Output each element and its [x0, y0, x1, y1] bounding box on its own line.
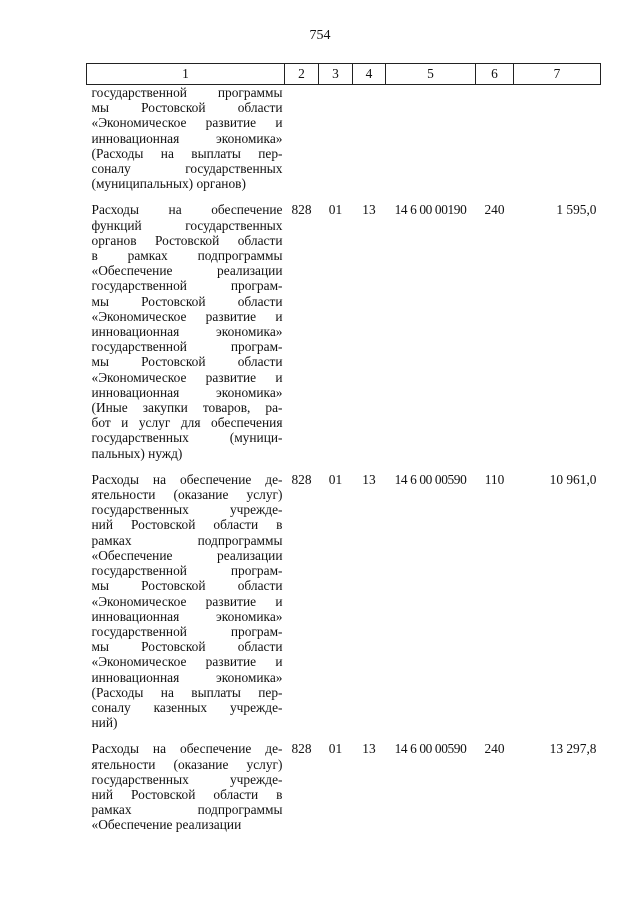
description-line: «Экономическое развитие и	[91, 654, 283, 670]
description-line: мы Ростовской области	[91, 293, 283, 309]
target-article-code	[386, 85, 476, 192]
description-line: «Экономическое развитие и	[91, 593, 283, 609]
description-line: государственных учрежде-	[91, 771, 283, 787]
target-article-code: 14 6 00 00590	[394, 741, 467, 757]
description-line: государственной программы	[91, 85, 283, 100]
description-line: «Экономическое развитие и	[91, 369, 283, 385]
section-code: 01	[328, 202, 343, 218]
description-line: инновационная экономика»	[91, 384, 283, 400]
ministry-code	[285, 85, 319, 192]
row-gap-cell	[87, 191, 601, 202]
row-gap-cell	[87, 730, 601, 741]
amount: 10 961,0	[549, 471, 597, 487]
description-line: государственной програм-	[91, 339, 283, 355]
header-col-2: 2	[285, 64, 319, 85]
description-line: инновационная экономика»	[91, 130, 283, 146]
expense-description	[87, 741, 285, 832]
description-line: ятельности (оказание услуг)	[91, 756, 283, 772]
header-col-1: 1	[87, 64, 285, 85]
description-line: пальных) нужд)	[91, 445, 183, 461]
description-line: мы Ростовской области	[91, 100, 283, 116]
expense-description	[87, 202, 285, 460]
description-line: «Экономическое развитие и	[91, 308, 283, 324]
page-number: 754	[309, 28, 331, 43]
description-line: государственной програм-	[91, 278, 283, 294]
row-gap-cell	[87, 461, 601, 472]
description-line: государственной програм-	[91, 623, 283, 639]
description-line: в рамках подпрограммы	[91, 248, 283, 264]
amount: 13 297,8	[549, 741, 597, 757]
ministry-code: 828	[291, 202, 312, 218]
description-line: ний Ростовской области в	[91, 517, 283, 533]
header-col-4: 4	[353, 64, 386, 85]
description-line: «Экономическое развитие и	[91, 115, 283, 131]
header-col-7: 7	[514, 64, 601, 85]
description-line: «Обеспечение реализации	[91, 817, 242, 833]
description-line: мы Ростовской области	[91, 354, 283, 370]
description-line: (Расходы на выплаты пер-	[91, 684, 283, 700]
subsection-code: 13	[362, 471, 376, 487]
description-line: (муниципальных) органов)	[91, 176, 246, 192]
expense-type-code	[476, 85, 514, 192]
description-line: ятельности (оказание услуг)	[91, 487, 283, 503]
expense-description	[87, 85, 285, 192]
ministry-code: 828	[291, 741, 312, 757]
section-code	[319, 85, 353, 192]
amount	[514, 85, 601, 192]
description-line: бот и услуг для обеспечения	[91, 415, 283, 431]
expense-type-code: 240	[484, 741, 505, 757]
description-line: инновационная экономика»	[91, 608, 283, 624]
description-line: соналу государственных	[91, 161, 283, 177]
description-line: (Иные закупки товаров, ра-	[91, 400, 283, 416]
description-line: соналу казенных учрежде-	[91, 699, 283, 715]
table-row	[87, 741, 601, 832]
row-gap	[87, 191, 601, 202]
expense-description	[87, 472, 285, 730]
table-row	[87, 85, 601, 192]
header-col-5: 5	[386, 64, 476, 85]
table-body	[87, 85, 601, 833]
expense-type-code: 110	[484, 471, 505, 487]
table-row	[87, 472, 601, 730]
section-code: 01	[328, 471, 343, 487]
description-line: инновационная экономика»	[91, 669, 283, 685]
ministry-code: 828	[291, 471, 312, 487]
description-line: Расходы на обеспечение	[91, 202, 283, 218]
description-line: государственной програм-	[91, 563, 283, 579]
description-line: государственных учрежде-	[91, 502, 283, 518]
expense-type-code: 240	[484, 202, 505, 218]
description-line: мы Ростовской области	[91, 578, 283, 594]
row-gap	[87, 461, 601, 472]
row-gap	[87, 730, 601, 741]
description-line: ний Ростовской области в	[91, 786, 283, 802]
header-row	[87, 64, 601, 85]
target-article-code: 14 6 00 00590	[394, 471, 467, 487]
description-line: ний)	[91, 715, 118, 731]
table-row	[87, 202, 601, 460]
description-line: органов Ростовской области	[91, 232, 283, 248]
budget-table	[86, 63, 601, 833]
description-line: (Расходы на выплаты пер-	[91, 145, 283, 161]
description-line: инновационная экономика»	[91, 324, 283, 340]
subsection-code: 13	[362, 202, 376, 218]
section-code: 01	[328, 741, 343, 757]
description-line: рамках подпрограммы	[91, 802, 283, 818]
subsection-code: 13	[362, 741, 376, 757]
description-line: Расходы на обеспечение де-	[91, 741, 283, 757]
subsection-code	[353, 85, 386, 192]
header-col-3: 3	[319, 64, 353, 85]
header-col-6: 6	[476, 64, 514, 85]
description-line: Расходы на обеспечение де-	[91, 471, 283, 487]
description-line: мы Ростовской области	[91, 639, 283, 655]
amount: 1 595,0	[556, 202, 597, 218]
description-line: функций государственных	[91, 217, 283, 233]
target-article-code: 14 6 00 00190	[394, 202, 467, 218]
description-line: государственных (муници-	[91, 430, 283, 446]
description-line: «Обеспечение реализации	[91, 263, 283, 279]
description-line: рамках подпрограммы	[91, 532, 283, 548]
description-line: «Обеспечение реализации	[91, 547, 283, 563]
